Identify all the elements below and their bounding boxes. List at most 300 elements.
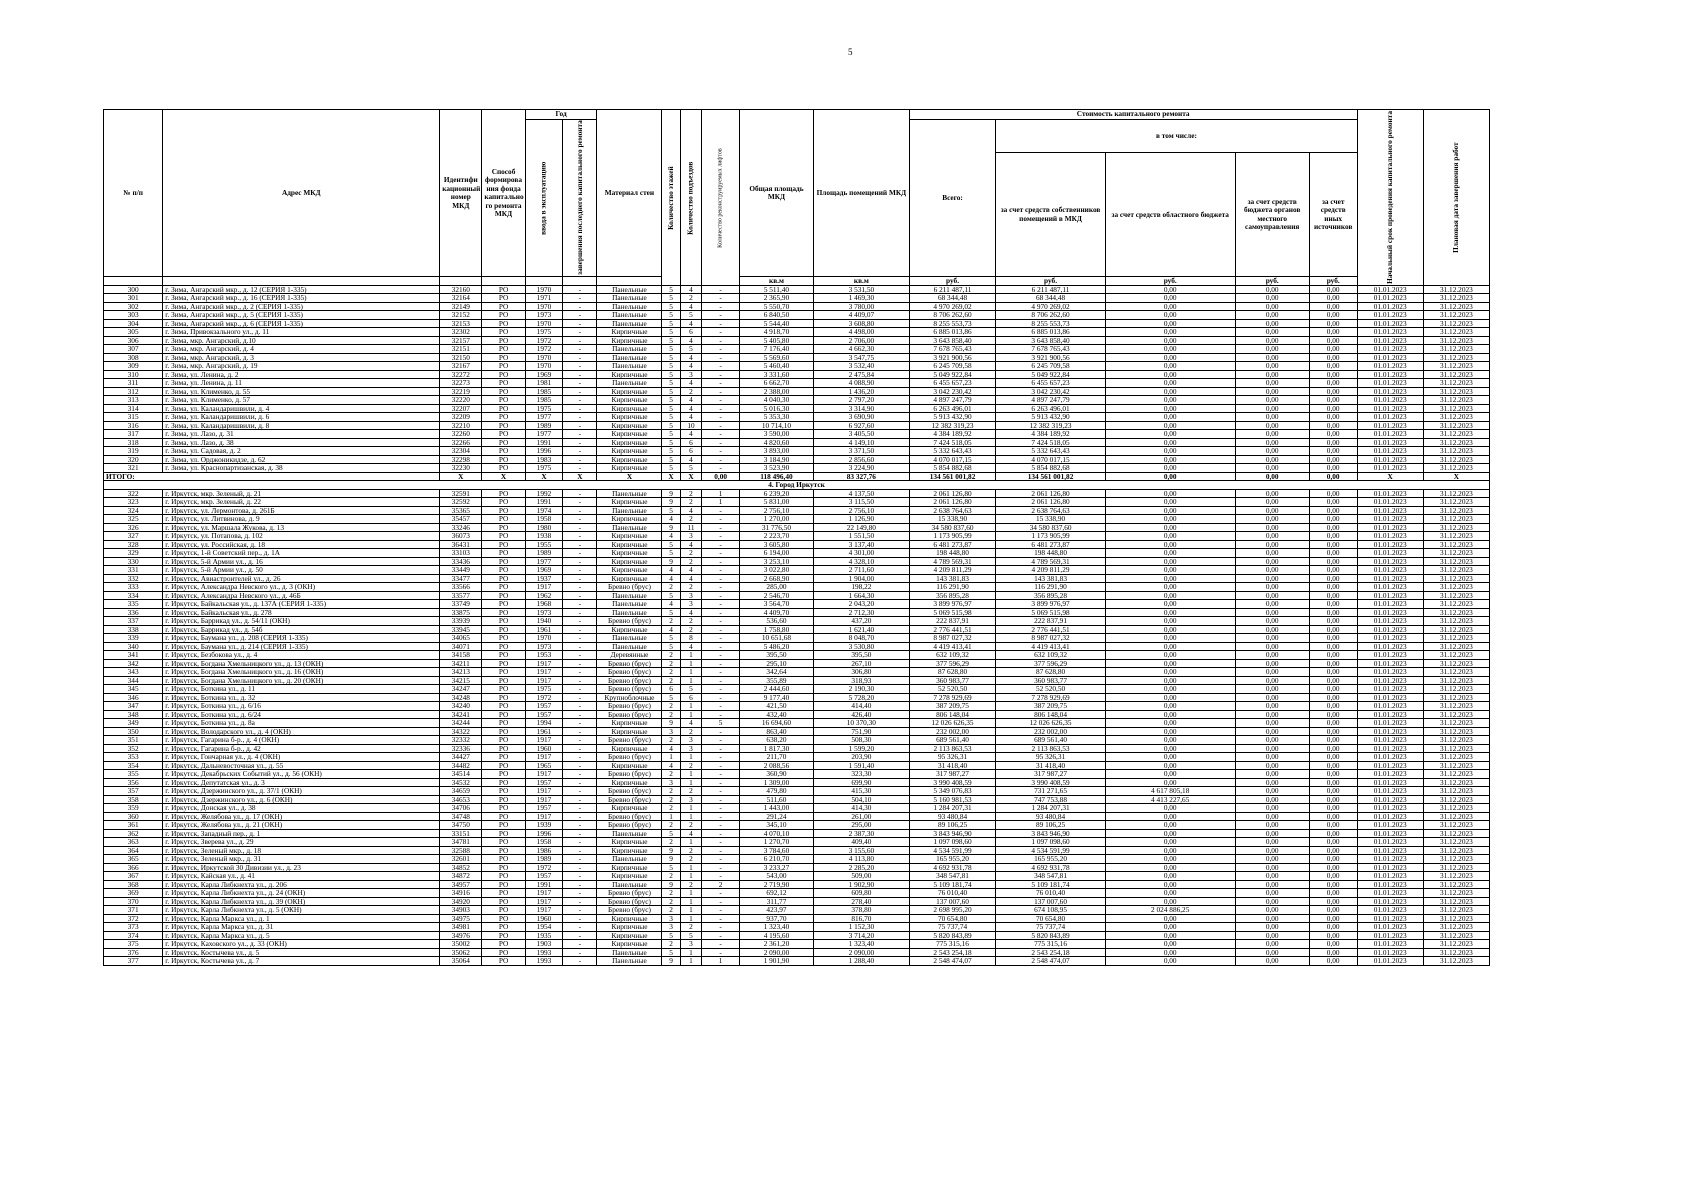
cell-year-commission: 1970 <box>525 362 563 371</box>
cell-total: 360 983,77 <box>909 676 996 685</box>
cell-other: 0,00 <box>1309 668 1357 677</box>
cell-own: 2 061 126,80 <box>996 489 1105 498</box>
cell-other: 0,00 <box>1309 872 1357 881</box>
unit-total-area: кв.м <box>739 277 813 286</box>
cell-local: 0,00 <box>1235 880 1309 889</box>
table-row <box>104 634 1490 643</box>
cell-local: 0,00 <box>1235 795 1309 804</box>
cell-total: 2 061 126,80 <box>909 489 996 498</box>
unit-own: руб. <box>996 277 1105 286</box>
cell-wall: Кирпичные <box>597 838 662 847</box>
cell-entrances: 3 <box>680 736 702 745</box>
cell-lifts: - <box>702 345 740 354</box>
cell-total: 6 455 657,23 <box>909 379 996 388</box>
cell-premises-area: 508,30 <box>814 736 910 745</box>
cell-other: 0,00 <box>1309 455 1357 464</box>
cell-lifts: - <box>702 761 740 770</box>
cell-total: 165 955,20 <box>909 855 996 864</box>
cell-address: г. Зима, Ангарский мкр., д. 12 (СЕРИЯ 1-335) <box>163 285 440 294</box>
cell-address: г. Иркутск, Боткина ул., д. 6/24 <box>163 710 440 719</box>
cell-entrances: 4 <box>680 285 702 294</box>
cell-lifts: - <box>702 923 740 932</box>
table-row <box>104 906 1490 915</box>
cell-premises-area: 3 155,60 <box>814 846 910 855</box>
table-row <box>104 821 1490 830</box>
cell-local: 0,00 <box>1235 736 1309 745</box>
cell-start: 01.01.2023 <box>1357 829 1423 838</box>
cell-end: 31.12.2023 <box>1423 880 1489 889</box>
cell-lifts: - <box>702 829 740 838</box>
cell-floors: 5 <box>662 540 680 549</box>
cell-other: 0,00 <box>1309 685 1357 694</box>
cell-end: 31.12.2023 <box>1423 506 1489 515</box>
cell-lifts: - <box>702 396 740 405</box>
cell-start: 01.01.2023 <box>1357 311 1423 320</box>
cell-floors: 2 <box>662 668 680 677</box>
cell-num: 355 <box>104 770 163 779</box>
cell-year-last-repair: - <box>563 498 597 507</box>
cell-lifts: - <box>702 948 740 957</box>
table-row <box>104 319 1490 328</box>
cell-total: 4 970 269,02 <box>909 302 996 311</box>
cell-total-area: 5 016,30 <box>739 404 813 413</box>
cell-start: 01.01.2023 <box>1357 464 1423 473</box>
cell-total-area: 511,60 <box>739 795 813 804</box>
cell-end: 31.12.2023 <box>1423 447 1489 456</box>
cell-address: г. Иркутск, 1-й Советский пер., д. 1А <box>163 549 440 558</box>
cell-lifts: - <box>702 370 740 379</box>
cell-premises-area: 6 927,60 <box>814 421 910 430</box>
cell-end: 31.12.2023 <box>1423 498 1489 507</box>
cell-num: 351 <box>104 736 163 745</box>
cell-entrances: 5 <box>680 931 702 940</box>
cell-num: 322 <box>104 489 163 498</box>
total-cell: X <box>1423 472 1489 481</box>
cell-total: 3 042 230,42 <box>909 387 996 396</box>
cell-premises-area: 426,40 <box>814 710 910 719</box>
cell-address: г. Иркутск, ул. Лермонтова, д. 261Б <box>163 506 440 515</box>
cell-floors: 2 <box>662 906 680 915</box>
cell-floors: 5 <box>662 464 680 473</box>
cell-total: 2 638 764,63 <box>909 506 996 515</box>
cell-year-last-repair: - <box>563 838 597 847</box>
cell-other: 0,00 <box>1309 940 1357 949</box>
cell-entrances: 1 <box>680 906 702 915</box>
cell-premises-area: 699,90 <box>814 778 910 787</box>
cell-year-commission: 1993 <box>525 948 563 957</box>
cell-premises-area: 4 149,10 <box>814 438 910 447</box>
cell-method: РО <box>482 702 525 711</box>
cell-floors: 5 <box>662 328 680 337</box>
cell-num: 320 <box>104 455 163 464</box>
cell-local: 0,00 <box>1235 285 1309 294</box>
cell-entrances: 8 <box>680 634 702 643</box>
cell-num: 326 <box>104 523 163 532</box>
cell-num: 323 <box>104 498 163 507</box>
cell-year-commission: 1968 <box>525 600 563 609</box>
cell-own: 775 315,16 <box>996 940 1105 949</box>
cell-other: 0,00 <box>1309 294 1357 303</box>
cell-floors: 5 <box>662 404 680 413</box>
cell-year-commission: 1980 <box>525 523 563 532</box>
cell-total: 75 737,74 <box>909 923 996 932</box>
cell-start: 01.01.2023 <box>1357 285 1423 294</box>
cell-year-last-repair: - <box>563 957 597 966</box>
cell-local: 0,00 <box>1235 557 1309 566</box>
cell-end: 31.12.2023 <box>1423 608 1489 617</box>
cell-lifts: - <box>702 404 740 413</box>
cell-method: РО <box>482 642 525 651</box>
cell-ident: 34957 <box>440 880 482 889</box>
cell-method: РО <box>482 540 525 549</box>
cell-total-area: 6 662,70 <box>739 379 813 388</box>
cell-ident: 34981 <box>440 923 482 932</box>
cell-start: 01.01.2023 <box>1357 302 1423 311</box>
cell-total: 70 654,80 <box>909 914 996 923</box>
cell-address: г. Иркутск, 5-й Армии ул., д. 16 <box>163 557 440 566</box>
total-cell: 0,00 <box>702 472 740 481</box>
cell-regional: 0,00 <box>1105 336 1235 345</box>
cell-address: г. Иркутск, Западный пер., д. 1 <box>163 829 440 838</box>
table-row <box>104 761 1490 770</box>
header-total: Всего: <box>909 119 996 277</box>
cell-year-last-repair: - <box>563 515 597 524</box>
unit-regional: руб. <box>1105 277 1235 286</box>
cell-wall: Бревно (брус) <box>597 812 662 821</box>
cell-address: г. Иркутск, Баумана ул., д. 214 (СЕРИЯ 1-335) <box>163 642 440 651</box>
cell-start: 01.01.2023 <box>1357 931 1423 940</box>
cell-year-commission: 1957 <box>525 872 563 881</box>
cell-own: 674 108,95 <box>996 906 1105 915</box>
cell-end: 31.12.2023 <box>1423 676 1489 685</box>
cell-local: 0,00 <box>1235 923 1309 932</box>
cell-local: 0,00 <box>1235 685 1309 694</box>
cell-end: 31.12.2023 <box>1423 396 1489 405</box>
cell-start: 01.01.2023 <box>1357 685 1423 694</box>
cell-ident: 32601 <box>440 855 482 864</box>
cell-own: 4 970 269,02 <box>996 302 1105 311</box>
cell-total: 5 349 076,83 <box>909 787 996 796</box>
cell-total-area: 2 444,60 <box>739 685 813 694</box>
cell-premises-area: 2 475,84 <box>814 370 910 379</box>
cell-year-commission: 1917 <box>525 787 563 796</box>
cell-other: 0,00 <box>1309 812 1357 821</box>
cell-local: 0,00 <box>1235 838 1309 847</box>
table-row <box>104 812 1490 821</box>
cell-lifts: - <box>702 549 740 558</box>
cell-method: РО <box>482 591 525 600</box>
cell-premises-area: 3 714,20 <box>814 931 910 940</box>
cell-lifts: - <box>702 634 740 643</box>
table-row <box>104 685 1490 694</box>
cell-premises-area: 415,30 <box>814 787 910 796</box>
cell-floors: 5 <box>662 863 680 872</box>
cell-ident: 33875 <box>440 608 482 617</box>
cell-num: 377 <box>104 957 163 966</box>
cell-total: 89 106,25 <box>909 821 996 830</box>
cell-num: 372 <box>104 914 163 923</box>
cell-total-area: 345,10 <box>739 821 813 830</box>
cell-premises-area: 295,00 <box>814 821 910 830</box>
cell-own: 5 109 181,74 <box>996 880 1105 889</box>
cell-regional: 0,00 <box>1105 294 1235 303</box>
cell-year-commission: 1961 <box>525 625 563 634</box>
cell-total: 632 109,32 <box>909 651 996 660</box>
cell-wall: Бревно (брус) <box>597 617 662 626</box>
cell-regional: 0,00 <box>1105 515 1235 524</box>
cell-total-area: 536,60 <box>739 617 813 626</box>
cell-floors: 2 <box>662 787 680 796</box>
cell-end: 31.12.2023 <box>1423 787 1489 796</box>
cell-local: 0,00 <box>1235 659 1309 668</box>
cell-method: РО <box>482 676 525 685</box>
cell-ident: 32149 <box>440 302 482 311</box>
cell-floors: 5 <box>662 931 680 940</box>
cell-year-last-repair: - <box>563 532 597 541</box>
cell-num: 325 <box>104 515 163 524</box>
cell-entrances: 5 <box>680 311 702 320</box>
cell-total: 12 382 319,23 <box>909 421 996 430</box>
cell-wall: Деревянные <box>597 651 662 660</box>
cell-end: 31.12.2023 <box>1423 744 1489 753</box>
cell-total-area: 5 511,40 <box>739 285 813 294</box>
cell-total: 95 326,31 <box>909 753 996 762</box>
cell-own: 95 326,31 <box>996 753 1105 762</box>
cell-entrances: 4 <box>680 455 702 464</box>
cell-entrances: 4 <box>680 353 702 362</box>
cell-lifts: - <box>702 413 740 422</box>
cell-num: 339 <box>104 634 163 643</box>
cell-floors: 2 <box>662 659 680 668</box>
cell-entrances: 2 <box>680 761 702 770</box>
total-label: ИТОГО: <box>104 472 440 481</box>
cell-other: 0,00 <box>1309 464 1357 473</box>
cell-end: 31.12.2023 <box>1423 345 1489 354</box>
cell-num: 374 <box>104 931 163 940</box>
cell-floors: 1 <box>662 753 680 762</box>
cell-premises-area: 378,80 <box>814 906 910 915</box>
cell-address: г. Иркутск, Карла Либкнехта ул., д. 24 (ОКН) <box>163 889 440 898</box>
cell-other: 0,00 <box>1309 421 1357 430</box>
cell-total-area: 3 331,60 <box>739 370 813 379</box>
cell-address: г. Иркутск, Богдана Хмельницкого ул., д. 13 (ОКН) <box>163 659 440 668</box>
cell-other: 0,00 <box>1309 549 1357 558</box>
cell-start: 01.01.2023 <box>1357 455 1423 464</box>
cell-year-last-repair: - <box>563 634 597 643</box>
cell-entrances: 1 <box>680 753 702 762</box>
cell-regional: 0,00 <box>1105 846 1235 855</box>
cell-start: 01.01.2023 <box>1357 413 1423 422</box>
cell-lifts: - <box>702 421 740 430</box>
cell-ident: 35062 <box>440 948 482 957</box>
cell-start: 01.01.2023 <box>1357 948 1423 957</box>
cell-entrances: 2 <box>680 787 702 796</box>
cell-end: 31.12.2023 <box>1423 438 1489 447</box>
cell-year-commission: 1970 <box>525 353 563 362</box>
cell-regional: 0,00 <box>1105 625 1235 634</box>
cell-local: 0,00 <box>1235 787 1309 796</box>
cell-total-area: 3 605,80 <box>739 540 813 549</box>
cell-floors: 2 <box>662 872 680 881</box>
cell-own: 137 007,60 <box>996 897 1105 906</box>
cell-ident: 34244 <box>440 719 482 728</box>
cell-regional: 0,00 <box>1105 413 1235 422</box>
cell-ident: 32302 <box>440 328 482 337</box>
cell-other: 0,00 <box>1309 540 1357 549</box>
cell-lifts: - <box>702 617 740 626</box>
cell-entrances: 1 <box>680 668 702 677</box>
cell-own: 689 561,40 <box>996 736 1105 745</box>
cell-wall: Кирпичные <box>597 625 662 634</box>
cell-num: 348 <box>104 710 163 719</box>
cell-regional: 0,00 <box>1105 863 1235 872</box>
cell-num: 338 <box>104 625 163 634</box>
cell-wall: Кирпичные <box>597 863 662 872</box>
cell-local: 0,00 <box>1235 676 1309 685</box>
cell-num: 301 <box>104 294 163 303</box>
cell-method: РО <box>482 625 525 634</box>
cell-own: 8 255 553,73 <box>996 319 1105 328</box>
cell-year-last-repair: - <box>563 353 597 362</box>
cell-total: 5 160 981,53 <box>909 795 996 804</box>
cell-end: 31.12.2023 <box>1423 574 1489 583</box>
cell-lifts: 1 <box>702 498 740 507</box>
cell-end: 31.12.2023 <box>1423 829 1489 838</box>
cell-method: РО <box>482 795 525 804</box>
cell-local: 0,00 <box>1235 404 1309 413</box>
cell-end: 31.12.2023 <box>1423 489 1489 498</box>
cell-year-last-repair: - <box>563 821 597 830</box>
cell-entrances: 2 <box>680 880 702 889</box>
cell-end: 31.12.2023 <box>1423 948 1489 957</box>
cell-floors: 2 <box>662 795 680 804</box>
cell-end: 31.12.2023 <box>1423 719 1489 728</box>
cell-year-commission: 1917 <box>525 753 563 762</box>
header-end: Плановая дата завершения работ <box>1423 110 1489 286</box>
cell-num: 327 <box>104 532 163 541</box>
cell-local: 0,00 <box>1235 455 1309 464</box>
header-local: за счет средств бюджета органов местного самоуправления <box>1235 153 1309 277</box>
cell-start: 01.01.2023 <box>1357 523 1423 532</box>
cell-total-area: 4 820,60 <box>739 438 813 447</box>
cell-total: 232 002,00 <box>909 727 996 736</box>
cell-entrances: 4 <box>680 430 702 439</box>
cell-own: 6 211 487,11 <box>996 285 1105 294</box>
cell-regional: 0,00 <box>1105 498 1235 507</box>
cell-premises-area: 306,80 <box>814 668 910 677</box>
cell-wall: Бревно (брус) <box>597 906 662 915</box>
cell-address: г. Иркутск, Карла Маркса ул., д. 1 <box>163 914 440 923</box>
cell-entrances: 3 <box>680 940 702 949</box>
cell-year-last-repair: - <box>563 736 597 745</box>
cell-entrances: 2 <box>680 489 702 498</box>
table-row <box>104 540 1490 549</box>
cell-total-area: 5 353,30 <box>739 413 813 422</box>
cell-end: 31.12.2023 <box>1423 294 1489 303</box>
cell-other: 0,00 <box>1309 642 1357 651</box>
table-row <box>104 897 1490 906</box>
cell-total-area: 5 460,40 <box>739 362 813 371</box>
total-cell: 118 496,40 <box>739 472 813 481</box>
cell-method: РО <box>482 294 525 303</box>
cell-total-area: 16 694,60 <box>739 719 813 728</box>
cell-wall: Кирпичные <box>597 438 662 447</box>
cell-end: 31.12.2023 <box>1423 668 1489 677</box>
cell-floors: 5 <box>662 336 680 345</box>
cell-total-area: 3 784,60 <box>739 846 813 855</box>
cell-year-last-repair: - <box>563 421 597 430</box>
cell-year-last-repair: - <box>563 455 597 464</box>
cell-year-commission: 1917 <box>525 676 563 685</box>
cell-local: 0,00 <box>1235 668 1309 677</box>
cell-own: 1 097 098,60 <box>996 838 1105 847</box>
cell-address: г. Зима, Ангарский мкр., д. 16 (СЕРИЯ 1-335) <box>163 294 440 303</box>
cell-num: 302 <box>104 302 163 311</box>
cell-address: г. Иркутск, Декабрьских Событий ул., д. 56 (ОКН) <box>163 770 440 779</box>
cell-total: 5 820 843,89 <box>909 931 996 940</box>
cell-address: г. Иркутск, Дзержинского ул., д. 6 (ОКН) <box>163 795 440 804</box>
cell-floors: 4 <box>662 515 680 524</box>
cell-end: 31.12.2023 <box>1423 753 1489 762</box>
cell-other: 0,00 <box>1309 319 1357 328</box>
cell-entrances: 1 <box>680 659 702 668</box>
cell-method: РО <box>482 464 525 473</box>
cell-end: 31.12.2023 <box>1423 761 1489 770</box>
cell-floors: 5 <box>662 693 680 702</box>
cell-end: 31.12.2023 <box>1423 319 1489 328</box>
cell-start: 01.01.2023 <box>1357 863 1423 872</box>
cell-total: 93 480,84 <box>909 812 996 821</box>
cell-total-area: 1 270,70 <box>739 838 813 847</box>
cell-year-commission: 1962 <box>525 591 563 600</box>
cell-ident: 33103 <box>440 549 482 558</box>
cell-year-commission: 1970 <box>525 285 563 294</box>
cell-wall: Кирпичные <box>597 515 662 524</box>
cell-lifts: - <box>702 795 740 804</box>
cell-start: 01.01.2023 <box>1357 872 1423 881</box>
cell-start: 01.01.2023 <box>1357 396 1423 405</box>
cell-method: РО <box>482 515 525 524</box>
cell-address: г. Зима, ул. Орджоникидзе, д. 62 <box>163 455 440 464</box>
cell-ident: 33939 <box>440 617 482 626</box>
cell-year-last-repair: - <box>563 906 597 915</box>
cell-premises-area: 4 088,90 <box>814 379 910 388</box>
cell-other: 0,00 <box>1309 897 1357 906</box>
cell-own: 8 987 027,32 <box>996 634 1105 643</box>
cell-ident: 32336 <box>440 744 482 753</box>
cell-entrances: 4 <box>680 540 702 549</box>
cell-ident: 34158 <box>440 651 482 660</box>
cell-total-area: 3 564,70 <box>739 600 813 609</box>
cell-wall: Кирпичные <box>597 566 662 575</box>
cell-wall: Кирпичные <box>597 430 662 439</box>
cell-method: РО <box>482 566 525 575</box>
cell-year-commission: 1993 <box>525 957 563 966</box>
cell-total: 6 245 709,58 <box>909 362 996 371</box>
cell-total-area: 2 088,56 <box>739 761 813 770</box>
cell-own: 5 332 643,43 <box>996 447 1105 456</box>
cell-start: 01.01.2023 <box>1357 370 1423 379</box>
cell-lifts: - <box>702 540 740 549</box>
cell-regional: 0,00 <box>1105 557 1235 566</box>
cell-floors: 3 <box>662 923 680 932</box>
table-row <box>104 778 1490 787</box>
cell-end: 31.12.2023 <box>1423 923 1489 932</box>
cell-local: 0,00 <box>1235 600 1309 609</box>
cell-floors: 1 <box>662 812 680 821</box>
table-row <box>104 583 1490 592</box>
cell-year-last-repair: - <box>563 778 597 787</box>
